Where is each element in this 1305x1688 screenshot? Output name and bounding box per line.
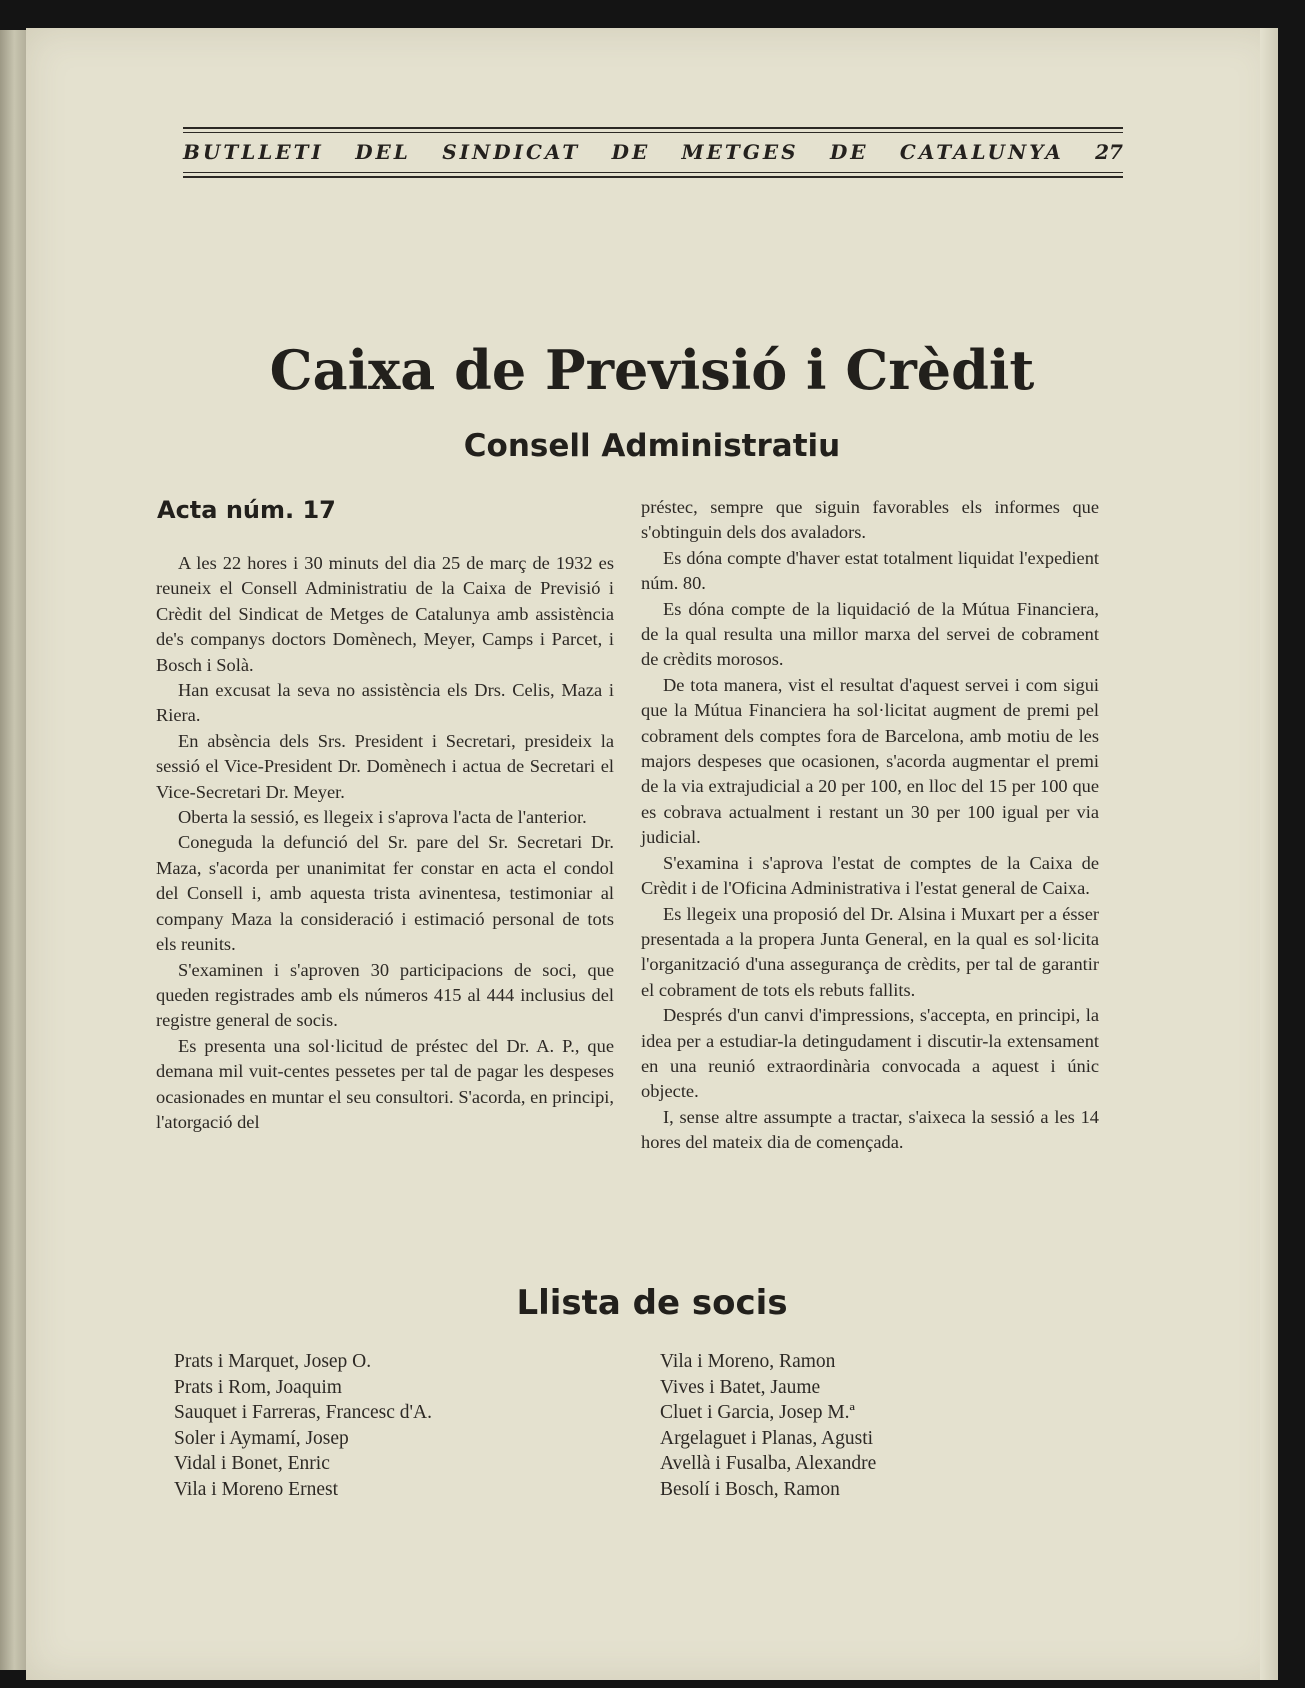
list-item: Sauquet i Farreras, Francesc d'A. (174, 1402, 433, 1423)
page-subtitle: Consell Administratiu (463, 428, 841, 464)
list-item: Cluet i Garcia, Josep M.ª (660, 1402, 855, 1423)
header-rule-bottom-1 (183, 172, 1123, 173)
paragraph: De tota manera, vist el resultat d'aquest servei i com sigui que la Mútua Financiera ha sol·licitat augment de premi pel cobrament dels comptes fora de Barcelona, amb motiu de les majors despeses que ocasionen, s'acorda augmentar el premi de la via extrajudicial a 20 per 100, en lloc del 15 per 100 que es cobrava actualment i restant un 30 per 100 igual per via judicial. (641, 674, 1099, 848)
acta-heading: Acta núm. 17 (157, 496, 336, 524)
paragraph: En absència dels Srs. President i Secretari, presideix la sessió el Vice-President Dr. Domènech i actua de Secretari el Vice-Secretari Dr. Meyer. (156, 730, 614, 802)
paragraph: Es presenta una sol·licitud de préstec del Dr. A. P., que demana mil vuit-centes pessetes per tal de pagar les despeses ocasionades en muntar el seu consultori. S'acorda, en principi, l'atorgació del (156, 1035, 614, 1132)
list-item: Prats i Marquet, Josep O. (174, 1351, 372, 1372)
header-word: DEL (355, 140, 411, 164)
socis-list-left (174, 1349, 432, 1502)
paragraph: Després d'un canvi d'impressions, s'accepta, en principi, la idea per a estudiar-la detingudament i discutir-la extensament en una reunió extraordinària convocada a aquest i únic objecte. (641, 1005, 1099, 1102)
book-left-edge (0, 30, 26, 1670)
header-word: METGES (681, 140, 799, 164)
list-item: Avellà i Fusalba, Alexandre (660, 1453, 877, 1474)
paragraph: S'examinen i s'aproven 30 participacions de soci, que queden registrades amb els números 415 al 444 inclusius del registre general de socis. (156, 959, 614, 1031)
page-number: 27 (1095, 140, 1123, 164)
paragraph: I, sense altre assumpte a tractar, s'aixeca la sessió a les 14 hores del mateix dia de començada. (641, 1106, 1099, 1153)
list-item: Vives i Batet, Jaume (660, 1376, 821, 1398)
page (26, 28, 1278, 1680)
list-item: Besolí i Bosch, Ramon (660, 1478, 840, 1500)
page-spine (1260, 28, 1278, 1680)
header-word: DE (611, 140, 651, 164)
paragraph: Han excusat la seva no assistència els Drs. Celis, Maza i Riera. (156, 680, 614, 726)
paragraph: Es llegeix una proposió del Dr. Alsina i Muxart per a ésser presentada a la propera Junta General, en la qual es sol·licita l'organització d'una assegurança de crèdits, per tal de garantir el cobrament de tots els rebuts fallits. (641, 903, 1099, 1000)
list-item: Argelaguet i Planas, Agusti (660, 1427, 874, 1449)
paragraph: Es dóna compte de la liquidació de la Mútua Financiera, de la qual resulta una millor marxa del servei de cobrament de crèdits morosos. (641, 598, 1099, 670)
paragraph: Es dóna compte d'haver estat totalment liquidat l'expedient núm. 80. (641, 547, 1099, 594)
socis-list-right (660, 1349, 876, 1502)
paragraph: A les 22 hores i 30 minuts del dia 25 de març de 1932 es reuneix el Consell Administratiu de la Caixa de Previsió i Crèdit del Sindicat de Metges de Catalunya amb assistència de's companys doctors Domènech, Meyer, Camps i Parcet, i Bosch i Solà. (156, 553, 614, 675)
list-item: Vila i Moreno Ernest (174, 1478, 338, 1500)
list-item: Soler i Aymamí, Josep (174, 1427, 349, 1449)
header-word: DE (829, 140, 869, 164)
paragraph: préstec, sempre que siguin favorables els informes que s'obtinguin dels dos avaladors. (641, 497, 1099, 543)
right-column (641, 495, 1099, 1156)
header-word: BUTLLETI (183, 140, 324, 164)
socis-heading: Llista de socis (516, 1283, 788, 1323)
list-item: Vidal i Bonet, Enric (174, 1453, 330, 1474)
paragraph: Coneguda la defunció del Sr. pare del Sr. Secretari Dr. Maza, s'acorda per unanimitat fer constar en acta el condol del Consell i, amb aquesta trista avinentesa, testimoniar al company Maza la consideració i estimació personal de tots els reunits. (156, 832, 614, 955)
header-rule-bottom-2 (183, 176, 1123, 178)
page-title: Caixa de Previsió i Crèdit (269, 338, 1035, 402)
paragraph: S'examina i s'aprova l'estat de comptes de la Caixa de Crèdit i de l'Oficina Administrativa i l'estat general de Caixa. (641, 852, 1099, 899)
header-word: CATALUNYA (899, 140, 1064, 164)
paragraph: Oberta la sessió, es llegeix i s'aprova l'acta de l'anterior. (178, 807, 587, 828)
left-column (156, 551, 614, 1135)
header-rule-top-2 (183, 132, 1123, 133)
list-item: Vila i Moreno, Ramon (660, 1351, 836, 1372)
header-word: SINDICAT (442, 140, 581, 164)
running-header (183, 135, 1123, 169)
header-rule-top-1 (183, 127, 1123, 129)
list-item: Prats i Rom, Joaquim (174, 1376, 342, 1398)
